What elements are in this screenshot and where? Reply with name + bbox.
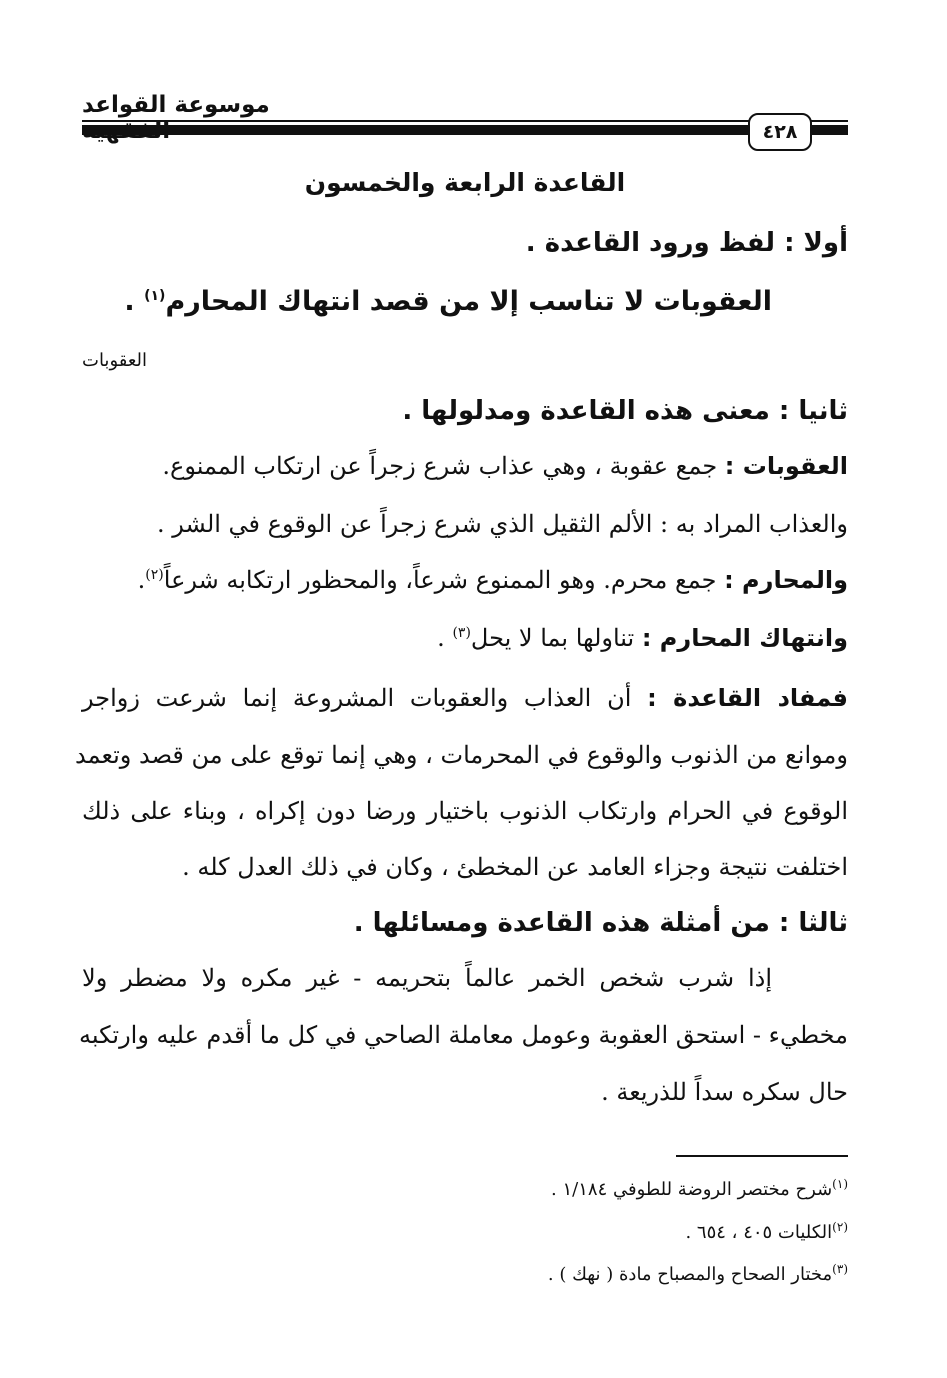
- example-line-3: حال سكره سداً للذريعة .: [601, 1078, 848, 1106]
- footnote-mark-1: (١): [832, 1177, 848, 1191]
- footnote-text-1: شرح مختصر الروضة للطوفي ١/١٨٤ .: [551, 1179, 833, 1200]
- example-line-2: مخطيء - استحق العقوبة وعومل معاملة الصاحي في كل ما أقدم عليه وارتكبه: [79, 1021, 848, 1049]
- definition-text-3: جمع محرم. وهو الممنوع شرعاً، والمحظور ارتكابه شرعاً: [163, 566, 725, 594]
- term-mufad: فمفاد القاعدة :: [647, 684, 849, 712]
- footnote-1: [551, 1177, 848, 1200]
- term-maharim: والمحارم :: [724, 566, 848, 594]
- definition-line-4: [82, 624, 848, 652]
- footnote-ref-3[interactable]: (٣): [452, 625, 471, 641]
- page-number: ٤٢٨: [748, 113, 812, 151]
- paragraph-line-1: [82, 684, 848, 712]
- term-intihak: وانتهاك المحارم :: [641, 624, 848, 652]
- section3-heading: ثالثا : من أمثلة هذه القاعدة ومسائلها .: [353, 908, 848, 938]
- running-title: موسوعة القواعد: [82, 92, 270, 118]
- definition-line-2: والعذاب المراد به : الألم الثقيل الذي شرع زجراً عن الوقوع في الشر .: [157, 510, 848, 538]
- rule-end: .: [124, 286, 145, 317]
- definition-end-3: .: [137, 566, 146, 594]
- footnote-mark-2: (٢): [832, 1220, 848, 1234]
- definition-end-4: .: [437, 624, 453, 652]
- section1-heading: أولا : لفظ ورود القاعدة .: [525, 228, 848, 258]
- rule-statement: [82, 286, 772, 317]
- footnote-text-2: الكليات ٤٠٥ ، ٦٥٤ .: [685, 1222, 833, 1243]
- footnote-rule: [676, 1155, 848, 1157]
- rule-text: العقوبات لا تناسب إلا من قصد انتهاك المحارم: [165, 286, 772, 317]
- definition-text-1: جمع عقوبة ، وهي عذاب شرع زجراً عن ارتكاب الممنوع.: [162, 452, 725, 480]
- definition-text-4: تناولها بما لا يحل: [470, 624, 642, 652]
- margin-label: العقوبات: [82, 350, 148, 371]
- paragraph-line-2: وموانع من الذنوب والوقوع في المحرمات ، وهي إنما توقع على من قصد وتعمد: [75, 741, 848, 769]
- section2-heading: ثانيا : معنى هذه القاعدة ومدلولها .: [402, 396, 848, 426]
- paragraph-text-1: أن العذاب والعقوبات المشروعة إنما شرعت زواجر: [82, 684, 648, 712]
- chapter-title: القاعدة الرابعة والخمسون: [304, 168, 626, 197]
- example-line-1: إذا شرب شخص الخمر عالماً بتحريمه - غير مكره ولا مضطر ولا: [82, 964, 772, 992]
- footnote-text-3: مختار الصحاح والمصباح مادة ( نهك ) .: [547, 1264, 833, 1285]
- header-thick-rule: [82, 125, 848, 135]
- footnote-3: [548, 1262, 848, 1285]
- header-thin-rule: [82, 120, 848, 122]
- rule-footnote-ref[interactable]: (١): [144, 288, 166, 304]
- footnote-2: [685, 1220, 848, 1243]
- paragraph-line-3: الوقوع في الحرام وارتكاب الذنوب باختيار ورضا دون إكراه ، وبناء على ذلك: [82, 797, 848, 825]
- paragraph-line-4: اختلفت نتيجة وجزاء العامد عن المخطئ ، وكان في ذلك العدل كله .: [182, 853, 848, 881]
- term-uqubat: العقوبات :: [724, 452, 848, 480]
- footnote-ref-2[interactable]: (٢): [145, 567, 164, 583]
- definition-line-1: [82, 452, 848, 480]
- footnote-mark-3: (٣): [832, 1262, 848, 1276]
- definition-line-3: [82, 566, 848, 594]
